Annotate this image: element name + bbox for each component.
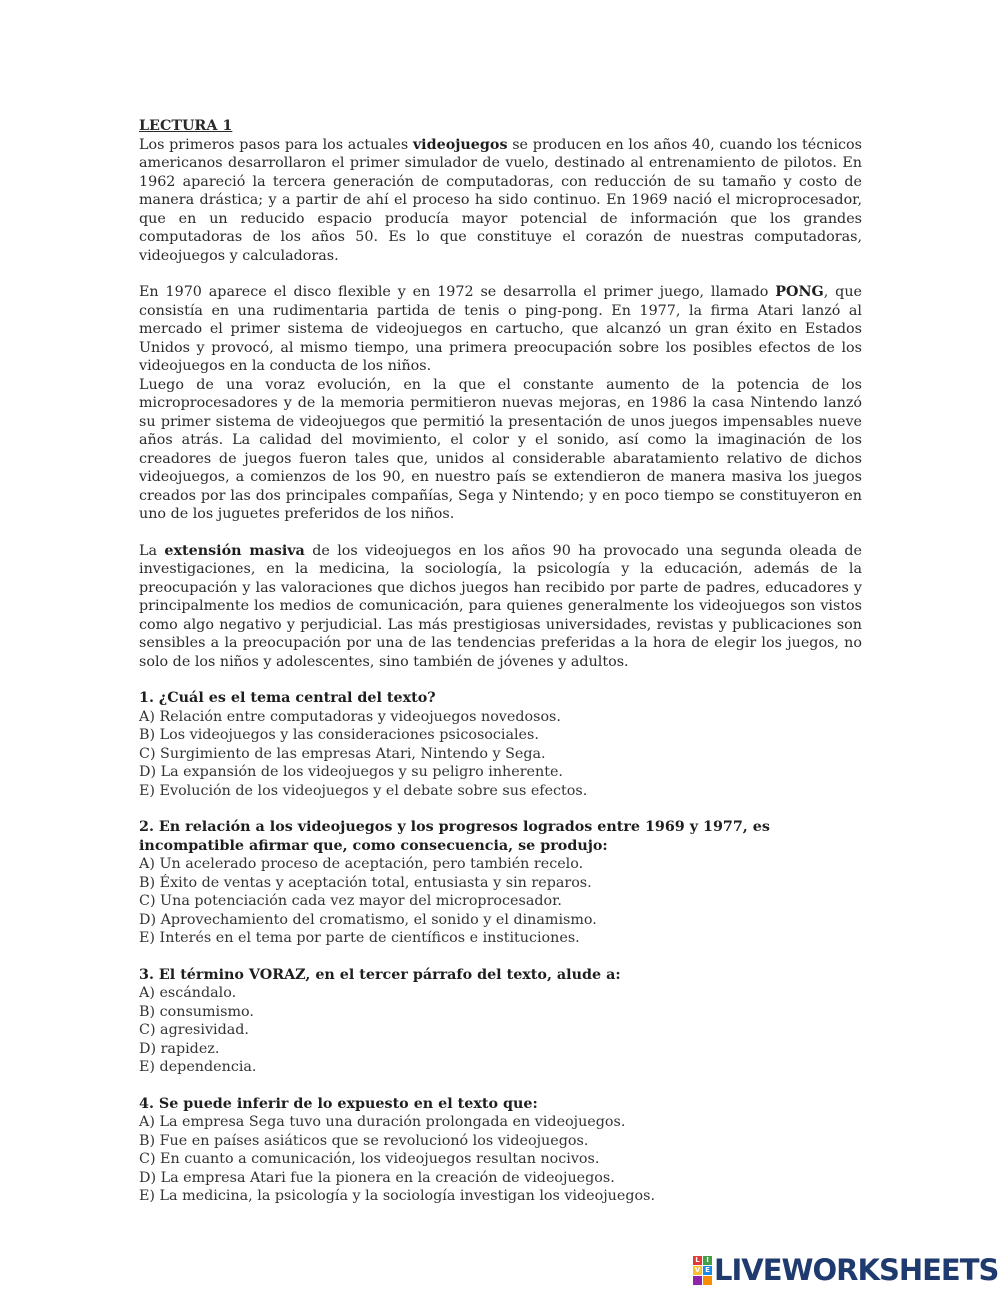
bold-term: videojuegos (412, 136, 508, 153)
answer-option[interactable]: B) Fue en países asiáticos que se revolucionó los videojuegos. (139, 1132, 589, 1149)
answer-option[interactable]: C) agresividad. (139, 1022, 249, 1038)
answer-option[interactable]: C) En cuanto a comunicación, los videojuegos resultan nocivos. (139, 1151, 600, 1167)
answer-option[interactable]: A) Relación entre computadoras y videojuegos novedosos. (139, 708, 561, 725)
answer-option[interactable]: D) Aprovechamiento del cromatismo, el sonido y el dinamismo. (139, 911, 597, 928)
paragraph-2 (139, 283, 862, 376)
answer-option[interactable]: A) escándalo. (139, 985, 237, 1001)
answer-option[interactable]: C) Surgimiento de las empresas Atari, Nintendo y Sega. (139, 745, 546, 762)
logo-tile (693, 1276, 702, 1285)
reading-title: LECTURA 1 (139, 118, 233, 134)
questions-section (139, 671, 862, 1206)
answer-option[interactable]: E) La medicina, la psicología y la sociología investigan los videojuegos. (139, 1188, 655, 1204)
answer-option[interactable]: B) consumismo. (139, 1003, 254, 1020)
brand-name: LIVEWORKSHEETS (714, 1253, 999, 1287)
question-1: 1. ¿Cuál es el tema central del texto? (139, 690, 436, 706)
answer-option[interactable]: A) La empresa Sega tuvo una duración prolongada en videojuegos. (139, 1114, 626, 1130)
logo-tile: V (694, 1265, 701, 1274)
liveworksheets-logo-icon (693, 1256, 712, 1285)
paragraph-4 (139, 542, 862, 672)
answer-option[interactable]: B) Éxito de ventas y aceptación total, entusiasta y sin reparos. (139, 874, 592, 891)
answer-option[interactable]: E) Evolución de los videojuegos y el debate sobre sus efectos. (139, 782, 588, 799)
worksheet-page (139, 117, 862, 1206)
bold-term: extensión masiva (164, 542, 305, 559)
logo-tile: I (703, 1256, 712, 1265)
text-run: de los videojuegos en los años 90 ha provocado una segunda oleada de investigaciones, en la medicina, la sociología, la psicología y la educación, además de la preocupación y las valoraciones que dichos juegos han recibido por parte de padres, educadores y principalmente los medios de comunicación, para quienes generalmente los videojuegos son vistos como algo negativo y perjudicial. Las más prestigiosas universidades, revistas y publicaciones son sensibles a la preocupación por una de las tendencias preferidas a la hora de elegir los juegos, no solo de los niños y adolescentes, sino también de jóvenes y adultos. (139, 542, 862, 670)
answer-option[interactable]: D) La expansión de los videojuegos y su peligro inherente. (139, 764, 563, 780)
bold-term: PONG (775, 284, 824, 300)
answer-option[interactable]: E) Interés en el tema por parte de científicos e instituciones. (139, 930, 580, 946)
logo-tile (703, 1276, 712, 1285)
logo-tile: L (693, 1256, 702, 1265)
text-run: se producen en los años 40, cuando los técnicos americanos desarrollaron el primer simulador de vuelo, destinado al entrenamiento de pilotos. En 1962 apareció la tercera generación de computadoras, con reducción de su tamaño y costo de manera drástica; y a partir de ahí el proceso ha sido continuo. En 1969 nació el microprocesador, que en un reducido espacio producía mayor potencial de información que los grandes computadoras de los años 50. Es lo que constituye el corazón de nuestras computadoras, videojuegos y calculadoras. (139, 136, 862, 264)
answer-option[interactable]: E) dependencia. (139, 1059, 257, 1075)
answer-option[interactable]: D) rapidez. (139, 1040, 220, 1057)
answer-option[interactable]: B) Los videojuegos y las consideraciones psicosociales. (139, 727, 539, 743)
text-run: En 1970 aparece el disco flexible y en 1972 se desarrolla el primer juego, llamado (139, 284, 776, 300)
question-4: 4. Se puede inferir de lo expuesto en el texto que: (139, 1095, 538, 1112)
answer-option[interactable]: D) La empresa Atari fue la pionera en la creación de videojuegos. (139, 1169, 615, 1186)
paragraph-1 (139, 136, 862, 266)
paragraph-3 (139, 376, 862, 524)
text-run: La (139, 542, 165, 559)
answer-option[interactable]: C) Una potenciación cada vez mayor del microprocesador. (139, 893, 562, 909)
text-run: Luego de una voraz evolución, en la que el constante aumento de la potencia de los microprocesadores y de la memoria permitieron nuevas mejoras, en 1986 la casa Nintendo lanzó su primer sistema de videojuegos que permitió la presentación de unos juegos impensables nueve años atrás. La calidad del movimiento, el color y el sonido, así como la imaginación de los creadores de juegos fueron tales que, unidos al considerable abaratamiento relativo de dichos videojuegos, a comienzos de los 90, en nuestro país se extendieron de manera masiva los juegos creados por las dos principales compañías, Sega y Nintendo; y en poco tiempo se constituyeron en uno de los juguetes preferidos de los niños. (139, 376, 862, 522)
liveworksheets-brand (693, 1255, 998, 1285)
question-2: 2. En relación a los videojuegos y los progresos logrados entre 1969 y 1977, es incompatible afirmar que, como consecuencia, se produjo: (139, 819, 770, 854)
question-3: 3. El término VORAZ, en el tercer párrafo del texto, alude a: (139, 966, 621, 983)
answer-option[interactable]: A) Un acelerado proceso de aceptación, pero también recelo. (139, 856, 584, 872)
text-run: , que consistía en una rudimentaria partida de tenis o ping-pong. En 1977, la firma Atari lanzó al mercado el primer sistema de videojuegos en cartucho, que alcanzó un gran éxito en Estados Unidos y provocó, al mismo tiempo, una primera preocupación sobre los posibles efectos de los videojuegos en la conducta de los niños. (139, 284, 862, 374)
text-run: Los primeros pasos para los actuales (139, 136, 413, 153)
logo-tile: E (703, 1266, 712, 1275)
